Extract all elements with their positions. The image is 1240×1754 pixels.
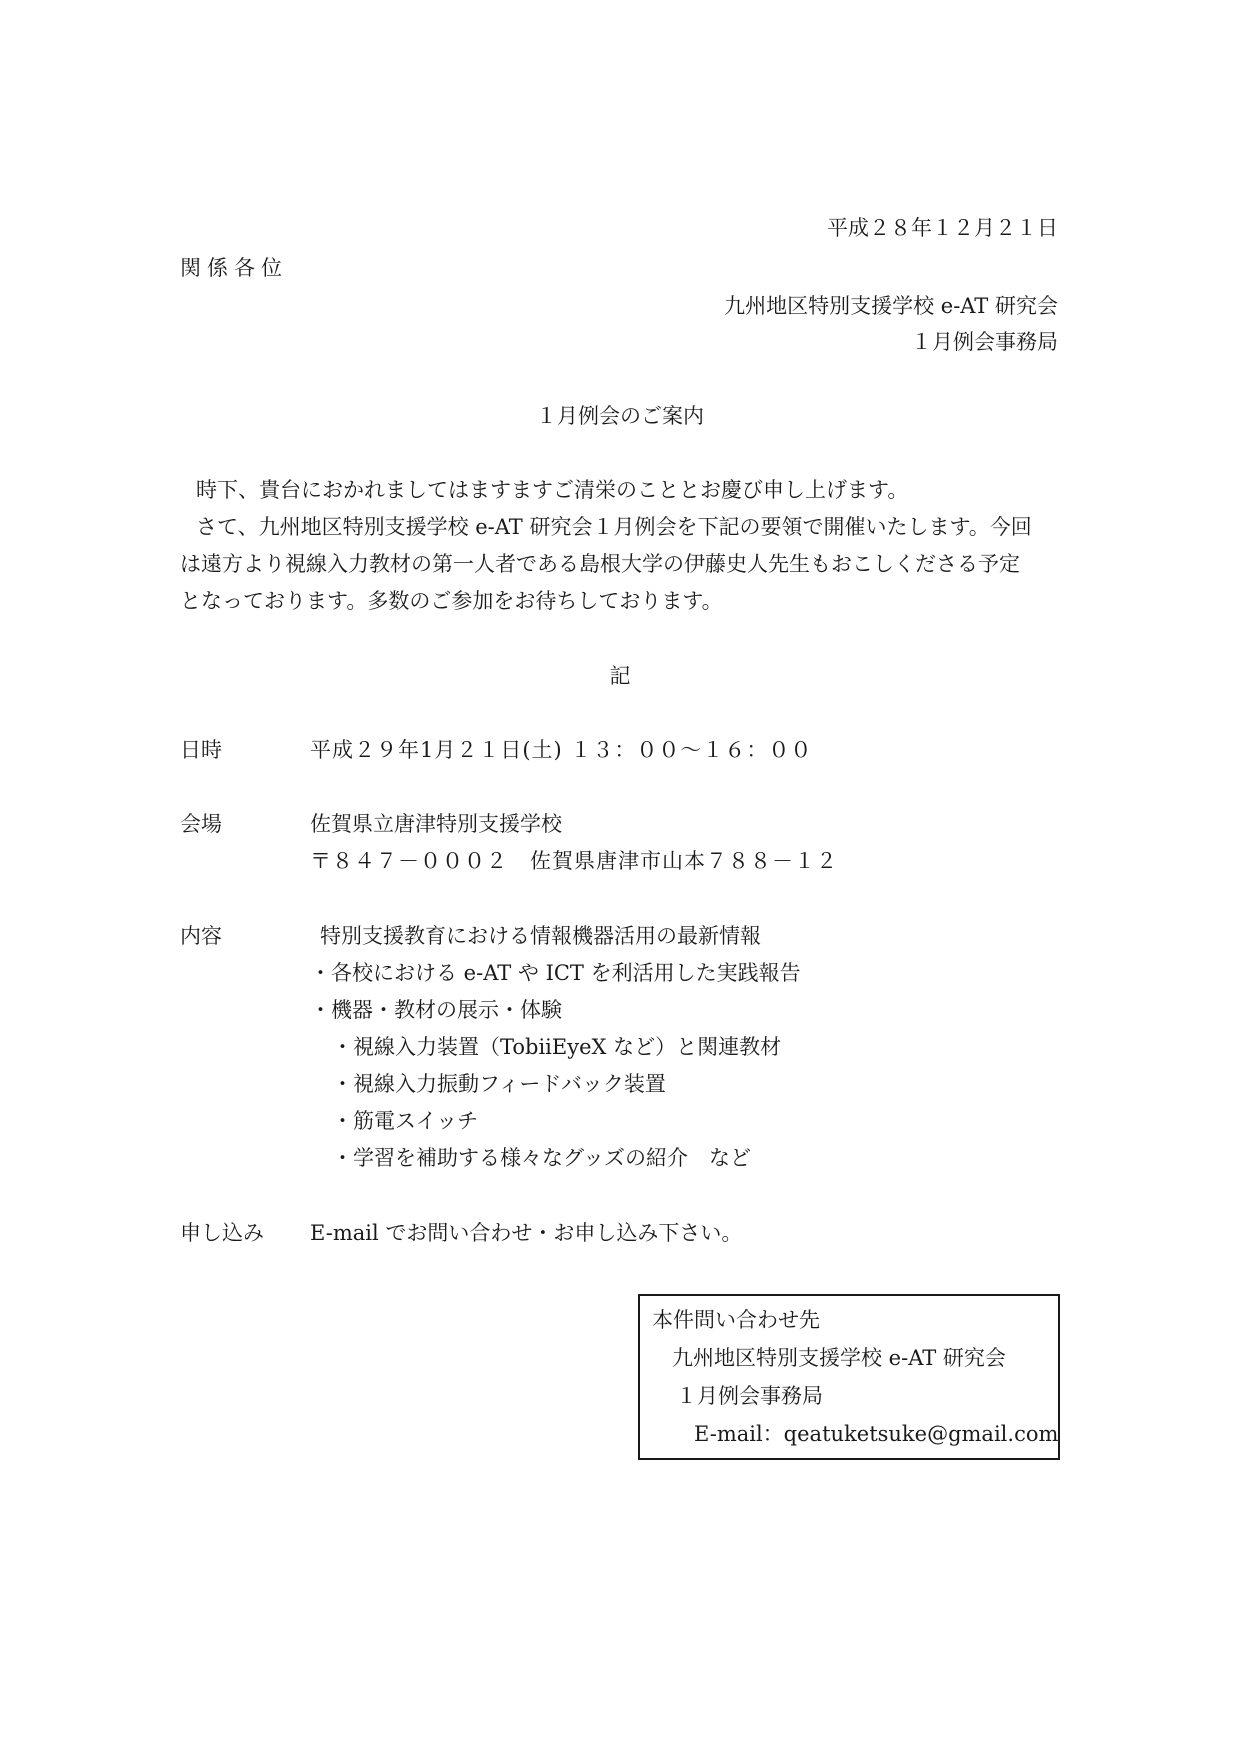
venue-label: 会場: [180, 812, 222, 836]
apply-label: 申し込み: [180, 1221, 264, 1245]
venue-address: 〒８４７－０００２ 佐賀県唐津市山本７８８－１２: [310, 849, 838, 873]
apply-value: E-mail でお問い合わせ・お申し込み下さい。: [310, 1221, 743, 1245]
contact-office: １月例会事務局: [676, 1384, 823, 1408]
announcement-line-3: となっております。多数のご参加をお待ちしております。: [180, 589, 723, 613]
datetime-label: 日時: [180, 738, 222, 762]
contact-organization: 九州地区特別支援学校 e-AT 研究会: [672, 1346, 1006, 1370]
ki-heading: 記: [609, 664, 631, 688]
content-label: 内容: [180, 924, 222, 948]
announcement-line-2: は遠方より視線入力教材の第一人者である島根大学の伊藤史人先生もおこしくださる予定: [180, 552, 1020, 576]
content-subitem: ・筋電スイッチ: [332, 1109, 479, 1133]
sender-organization: 九州地区特別支援学校 e-AT 研究会: [724, 294, 1058, 318]
greeting-paragraph: [180, 472, 1060, 509]
greeting-text: 時下、貴台におかれましてはますますご清栄のこととお慶び申し上げます。: [196, 478, 909, 502]
content-item: ・各校における e-AT や ICT を利活用した実践報告: [310, 961, 801, 985]
content-subitem: ・視線入力振動フィードバック装置: [332, 1072, 666, 1096]
venue-name: 佐賀県立唐津特別支援学校: [310, 812, 562, 836]
sender-office: １月例会事務局: [911, 330, 1058, 354]
contact-box: [638, 1294, 1060, 1460]
content-subitem: ・学習を補助する様々なグッズの紹介 など: [332, 1146, 751, 1170]
announcement-line-1: さて、九州地区特別支援学校 e-AT 研究会１月例会を下記の要領で開催いたします。今回: [196, 515, 1032, 539]
document-title: １月例会のご案内: [536, 404, 704, 428]
datetime-value: 平成２９年1月２１日(土) １３：００～１６：００: [310, 738, 813, 762]
contact-email[interactable]: E-mail：qeatuketsuke@gmail.com: [694, 1422, 1059, 1446]
announcement-paragraph: [180, 509, 1060, 620]
issue-date: 平成２８年１２月２１日: [827, 216, 1058, 240]
content-item: 特別支援教育における情報機器活用の最新情報: [320, 924, 761, 948]
content-subitem: ・視線入力装置（TobiiEyeX など）と関連教材: [332, 1035, 782, 1059]
content-item: ・機器・教材の展示・体験: [310, 998, 562, 1022]
addressee: 関係各位: [180, 256, 288, 280]
contact-heading: 本件問い合わせ先: [652, 1308, 820, 1332]
